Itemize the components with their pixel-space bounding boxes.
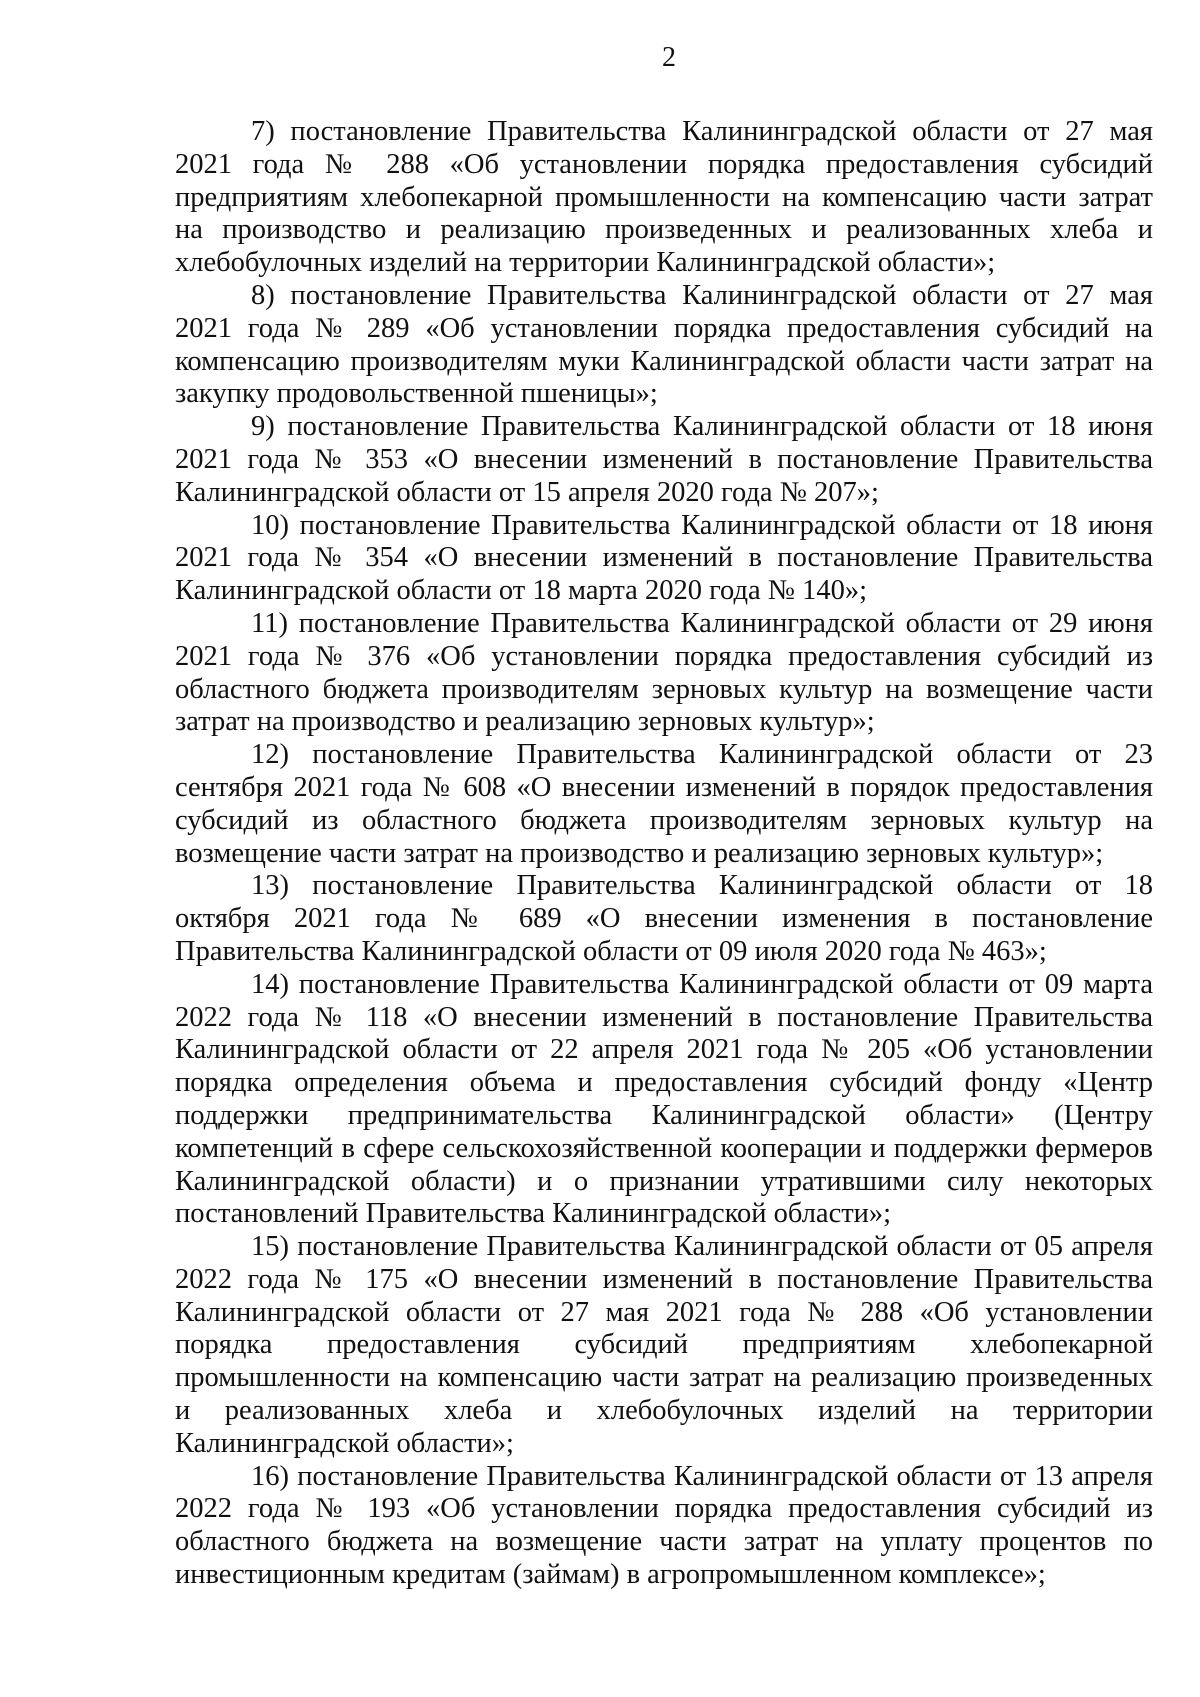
list-item: 14) постановление Правительства Калининградской области от 09 марта 2022 года № 118 «О внесении изменений в постановление Правительства Калининградской области от 22 апреля 2021 года № 205 «Об установлении порядка определения объема и предоставления субсидий фонду «Центр поддержки предпринимательства Калининградской области» (Центру компетенций в сфере сельскохозяйственной кооперации и поддержки фермеров Калининградской области) и о признании утратившими силу некоторых постановлений Правительства Калининградской области»; xyxy=(175,968,1153,1230)
list-item: 13) постановление Правительства Калининградской области от 18 октября 2021 года № 689 «О внесении изменения в постановление Правительства Калининградской области от 09 июля 2020 года № 463»; xyxy=(175,870,1153,967)
list-item: 9) постановление Правительства Калининградской области от 18 июня 2021 года № 353 «О внесении изменений в постановление Правительства Калининградской области от 15 апреля 2020 года № 207»; xyxy=(175,411,1153,508)
list-item: 15) постановление Правительства Калининградской области от 05 апреля 2022 года № 175 «О внесении изменений в постановление Правительства Калининградской области от 27 мая 2021 года № 288 «Об установлении порядка предоставления субсидий предприятиям хлебопекарной промышленности на компенсацию части затрат на реализацию произведенных и реализованных хлеба и хлебобулочных изделий на территории Калининградской области»; xyxy=(175,1231,1153,1459)
list-item: 8) постановление Правительства Калининградской области от 27 мая 2021 года № 289 «Об установлении порядка предоставления субсидий на компенсацию производителям муки Калининградской области части затрат на закупку продовольственной пшеницы»; xyxy=(175,279,1153,410)
list-item: 16) постановление Правительства Калининградской области от 13 апреля 2022 года № 193 «Об установлении порядка предоставления субсидий из областного бюджета на возмещение части затрат на уплату процентов по инвестиционным кредитам (займам) в агропромышленном комплексе»; xyxy=(175,1460,1153,1591)
list-item: 12) постановление Правительства Калининградской области от 23 сентября 2021 года № 608 «О внесении изменений в порядок предоставления субсидий из областного бюджета производителям зерновых культур на возмещение части затрат на производство и реализацию зерновых культур»; xyxy=(175,739,1153,869)
list-item: 11) постановление Правительства Калининградской области от 29 июня 2021 года № 376 «Об установлении порядка предоставления субсидий из областного бюджета производителям зерновых культур на возмещение части затрат на производство и реализацию зерновых культур»; xyxy=(175,607,1153,738)
document-body xyxy=(175,116,1153,1592)
page-number: 2 xyxy=(662,42,676,73)
list-item: 10) постановление Правительства Калининградской области от 18 июня 2021 года № 354 «О внесении изменений в постановление Правительства Калининградской области от 18 марта 2020 года № 140»; xyxy=(175,509,1153,607)
list-item: 7) постановление Правительства Калининградской области от 27 мая 2021 года № 288 «Об установлении порядка предоставления субсидий предприятиям хлебопекарной промышленности на компенсацию части затрат на производство и реализацию произведенных и реализованных хлеба и хлебобулочных изделий на территории Калининградской области»; xyxy=(175,116,1153,279)
